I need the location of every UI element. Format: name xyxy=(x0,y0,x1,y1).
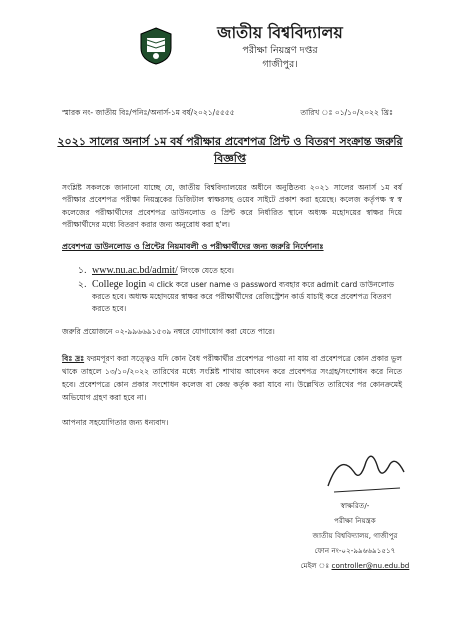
signatory-email-line xyxy=(290,558,420,573)
email-link[interactable]: controller@nu.edu.bd xyxy=(331,561,410,570)
thanks-line: আপনার সহযোগিতার জন্য ধন্যবাদ। xyxy=(62,418,169,427)
department-name: পরীক্ষা নিয়ন্ত্রণ দপ্তর xyxy=(242,45,318,56)
notice-date: তারিখ ঃ ০১/১০/২০২২ খ্রিঃ xyxy=(300,108,393,117)
university-logo-icon xyxy=(138,26,174,66)
letterhead xyxy=(180,22,380,72)
list-text: লিংকে যেতে হবে। xyxy=(177,266,234,275)
list-lead: College login xyxy=(92,279,147,290)
signatory-phone: ফোন নং-০২-৯৯৬৬৯১৫১৭ xyxy=(314,546,396,555)
list-number: ২. xyxy=(78,280,87,290)
note-text: ফরমপূরণ করা সত্ত্বেও যদি কোন বৈধ পরীক্ষার্থীর প্রবেশপত্র পাওয়া না যায় বা প্রবেশপত্রে কোন প্রকার ভুল থাকে তাহলে ১৩/১০/২০২২ তারিখের মধ্যে সংশ্লিষ্ট শাখায় আবেদন করে প্রবেশপত্র সংগ্রহ/সংশোধন করে নিতে হবে। প্রবেশপত্রে কোন প্রকার সংশোধন কলেজ বা কেন্দ্র কর্তৃক করা যাবে না। উল্লেখিত তারিখের পর কোনক্রমেই অভিযোগ গ্রহণ করা হবে না। xyxy=(62,354,402,402)
signatory-office: জাতীয় বিশ্ববিদ্যালয়, গাজীপুর xyxy=(312,531,398,540)
note-label: বিঃ দ্রঃ xyxy=(62,354,85,363)
location: গাজীপুর। xyxy=(262,59,298,70)
list-text: এ click xyxy=(146,280,176,289)
list-item xyxy=(78,279,403,315)
contact-line: জরুরি প্রয়োজনে ০২-৯৯৬৬৯১৫৩৯ নম্বরে যোগাযোগ করা যেতে পারে। xyxy=(62,327,275,336)
university-name: জাতীয় বিশ্ববিদ্যালয় xyxy=(217,23,343,42)
instructions-list xyxy=(78,265,403,317)
note-paragraph xyxy=(62,352,402,404)
signature-block xyxy=(290,498,420,573)
signed-marker: স্বাক্ষরিত/- xyxy=(340,501,370,510)
intro-paragraph: সংশ্লিষ্ট সকলকে জানানো যাচ্ছে যে, জাতীয় বিশ্ববিদ্যালয়ের অধীনে অনুষ্ঠিতব্য ২০২১ সালের অনার্স ১ম বর্ষ পরীক্ষার প্রবেশপত্র পরীক্ষা নিয়ন্ত্রকের ডিজিটাল স্বাক্ষরসহ ওয়েব সাইটে প্রকাশ করা হয়েছে। কলেজ কর্তৃপক্ষ স্ব স্ব কলেজের পরীক্ষার্থীদের প্রবেশপত্র ডাউনলোড ও প্রিন্ট করে নির্ধারিত স্থানে অধ্যক্ষ মহোদয়ের স্বাক্ষর দিয়ে পরীক্ষার্থীদের মধ্যে বিতরণ করার জন্য অনুরোধ করা হ'ল। xyxy=(62,183,402,230)
memo-reference: স্মারক নং- জাতীয় বিঃ/পনিঃ/অনার্স-১ম বর্ষ/২০২১/৫৫৫৫ xyxy=(62,108,235,117)
signatory-title: পরীক্ষা নিয়ন্ত্রক xyxy=(334,516,376,525)
admit-link[interactable]: www.nu.ac.bd/admit/ xyxy=(92,265,178,276)
instructions-heading: প্রবেশপত্র ডাউনলোড ও প্রিন্টের নিয়মাবলী ও পরীক্ষার্থীদের জন্য জরুরি নির্দেশনাঃ xyxy=(62,242,324,251)
email-label: মেইল ঃ xyxy=(300,561,330,570)
list-item xyxy=(78,265,403,277)
notice-title: ২০২১ সালের অনার্স ১ম বর্ষ পরীক্ষার প্রবেশপত্র প্রিন্ট ও বিতরণ সংক্রান্ত জরুরি বিজ্ঞপ্তি xyxy=(57,135,403,165)
list-number: ১. xyxy=(78,266,87,276)
list-text: করে user name ও password ব্যবহার করে admit card ডাউনলোড করতে হবে। অধ্যক্ষ মহোদয়ের স্বাক্ষর করে পরীক্ষার্থীদের রেজিস্ট্রেশন কার্ড যাচাই করে প্রবেশপত্র বিতরণ করতে হবে। xyxy=(92,280,394,313)
signature-icon xyxy=(320,442,410,502)
